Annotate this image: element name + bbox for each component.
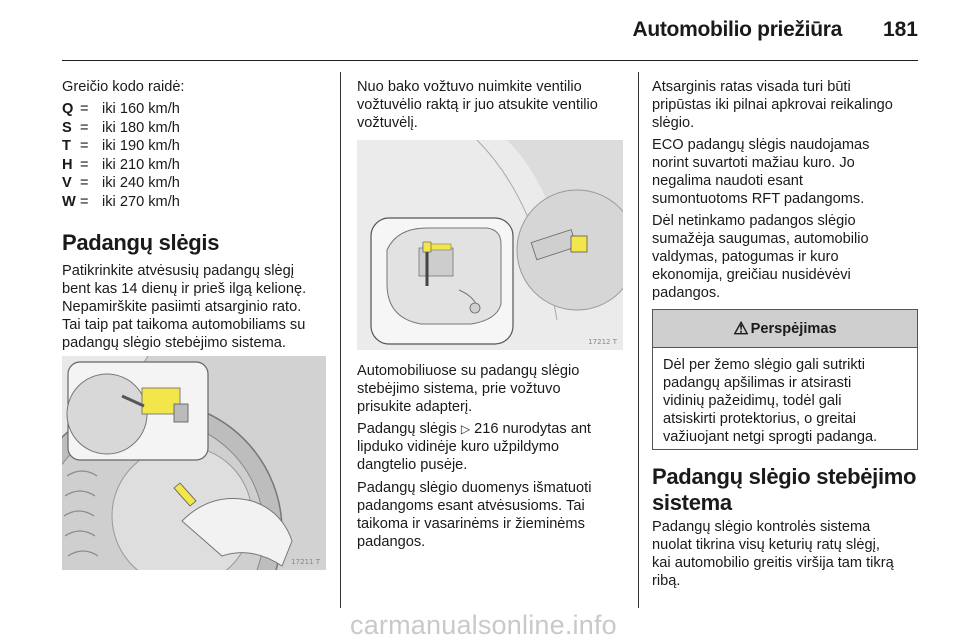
eco-pressure-paragraph [652,136,869,208]
speed-code-letter: W [62,193,76,210]
speed-code-value: iki 180 km/h [102,119,180,136]
speed-code-equals: = [80,138,89,154]
tire-pressure-paragraph [62,262,306,352]
watermark: carmanualsonline.info [350,610,617,640]
text-line: valdymas, patogumas ir kuro [652,249,839,265]
text-line: padangoms esant atvėsusioms. Tai [357,498,585,514]
page-reference-icon[interactable]: ▷ [460,422,471,436]
text-line: Nuo bako vožtuvo nuimkite ventilio [357,79,582,95]
warning-header [653,310,917,348]
text-line: Padangų slėgio kontrolės sistema [652,519,871,535]
text-line: Padangų slėgio duomenys išmatuoti [357,480,592,496]
text-line: norint suvartoti mažiau kuro. Jo [652,155,855,171]
figure-number: 17211 T [291,558,320,566]
text-line: vožtuvėlio raktą ir juo atsukite ventilio [357,97,598,113]
text-line: ECO padangų slėgis naudojamas [652,137,870,153]
text-line: ribą. [652,573,681,589]
warning-box [652,309,918,450]
text-line: lipduko vidinėje kuro užpildymo [357,439,559,455]
text-line: atsiskirti protektorius, o greitai [663,411,857,427]
text-fragment: 216 nurodytas ant [470,421,591,437]
speed-code-equals: = [80,193,89,210]
section-heading-tpms [652,464,916,516]
text-line: Atsarginis ratas visada turi būti [652,79,851,95]
text-line: nuolat tikrina visų keturių ratų slėgį, [652,537,880,553]
pressure-label-paragraph [357,420,591,474]
figure-fuel-filler-valve [357,140,623,350]
speed-code-row [62,100,180,119]
text-line: stebėjimo sistema, prie vožtuvo [357,381,561,397]
heading-line: sistema [652,490,732,515]
speed-code-equals: = [80,156,89,173]
speed-code-row [62,119,180,138]
tpms-paragraph [652,518,894,590]
heading-line: Padangų slėgio stebėjimo [652,464,917,489]
speed-code-value: iki 210 km/h [102,156,180,173]
text-line: kai automobilio greitis viršija tam tikrą [652,555,894,571]
text-line: dangtelio pusėje. [357,457,468,473]
incorrect-pressure-paragraph [652,212,869,302]
adapter-paragraph [357,362,579,416]
text-fragment: Padangų slėgis [357,421,461,437]
speed-code-row [62,193,180,212]
speed-code-table [62,100,180,211]
speed-code-letter: Q [62,101,74,117]
spare-wheel-paragraph [652,78,893,132]
text-line: vožtuvėlį. [357,115,418,131]
speed-code-letter: V [62,175,72,191]
page-header-title: Automobilio priežiūra [632,18,842,41]
warning-title: Perspėjimas [750,320,837,337]
text-line: padangų slėgio stebėjimo sistema. [62,335,286,351]
figure-number: 17212 T [588,338,617,346]
speed-code-equals: = [80,175,89,191]
text-line: padangos. [357,534,426,550]
text-line: sumažėja saugumas, automobilio [652,231,869,247]
fuel-filler-valve-illustration [357,140,623,350]
speed-code-value: iki 160 km/h [102,101,180,117]
text-line: negalima naudoti esant [652,173,803,189]
text-line: ekonomija, greičiau nusidėvėvi [652,267,851,283]
text-line: padangos. [652,285,721,301]
text-line: Dėl netinkamo padangos slėgio [652,213,856,229]
text-line: padangų apšilimas ir atsirasti [663,375,852,391]
tire-valve-illustration [62,356,326,570]
text-line: Nepamirškite pasiimti atsarginio rato. [62,299,302,315]
speed-code-intro: Greičio kodo raidė: [62,79,185,95]
valve-key-paragraph [357,78,598,132]
text-line: sumontuotoms RFT padangoms. [652,191,865,207]
speed-code-value: iki 270 km/h [102,193,180,210]
text-line: pripūstas iki pilnai apkrovai reikalingo [652,97,893,113]
figure-tire-valve [62,356,326,570]
speed-code-equals: = [80,119,89,136]
text-line: Automobiliuose su padangų slėgio [357,363,580,379]
text-line [357,420,591,438]
page-number: 181 [882,18,918,41]
text-line: prisukite adapterį. [357,399,473,415]
text-line: vidinių pažeidimų, todėl gali [663,393,842,409]
text-line: Patikrinkite atvėsusių padangų slėgį [62,263,295,279]
speed-code-row [62,174,180,193]
text-line: bent kas 14 dienų ir prieš ilgą kelionę. [62,281,307,297]
text-line: Tai taip pat taikoma automobiliams su [62,317,306,333]
speed-code-value: iki 190 km/h [102,138,180,154]
speed-code-letter: T [62,138,71,154]
warning-text [653,348,917,446]
column-divider-right [638,72,639,608]
speed-code-letter: S [62,119,72,136]
speed-code-value: iki 240 km/h [102,175,180,191]
speed-code-equals: = [80,101,89,117]
text-line: slėgio. [652,115,695,131]
cold-tyre-paragraph [357,479,591,551]
speed-code-row [62,156,180,175]
section-heading-tire-pressure: Padangų slėgis [62,230,220,255]
text-line: važiuojant netgi sprogti padanga. [663,429,878,445]
column-divider-left [340,72,341,608]
warning-triangle-icon: ⚠ [733,318,749,338]
speed-code-row [62,137,180,156]
speed-code-letter: H [62,156,73,173]
header-divider [62,60,918,61]
text-line: Dėl per žemo slėgio gali sutrikti [663,357,865,373]
text-line: taikoma ir vasarinėms ir žieminėms [357,516,585,532]
